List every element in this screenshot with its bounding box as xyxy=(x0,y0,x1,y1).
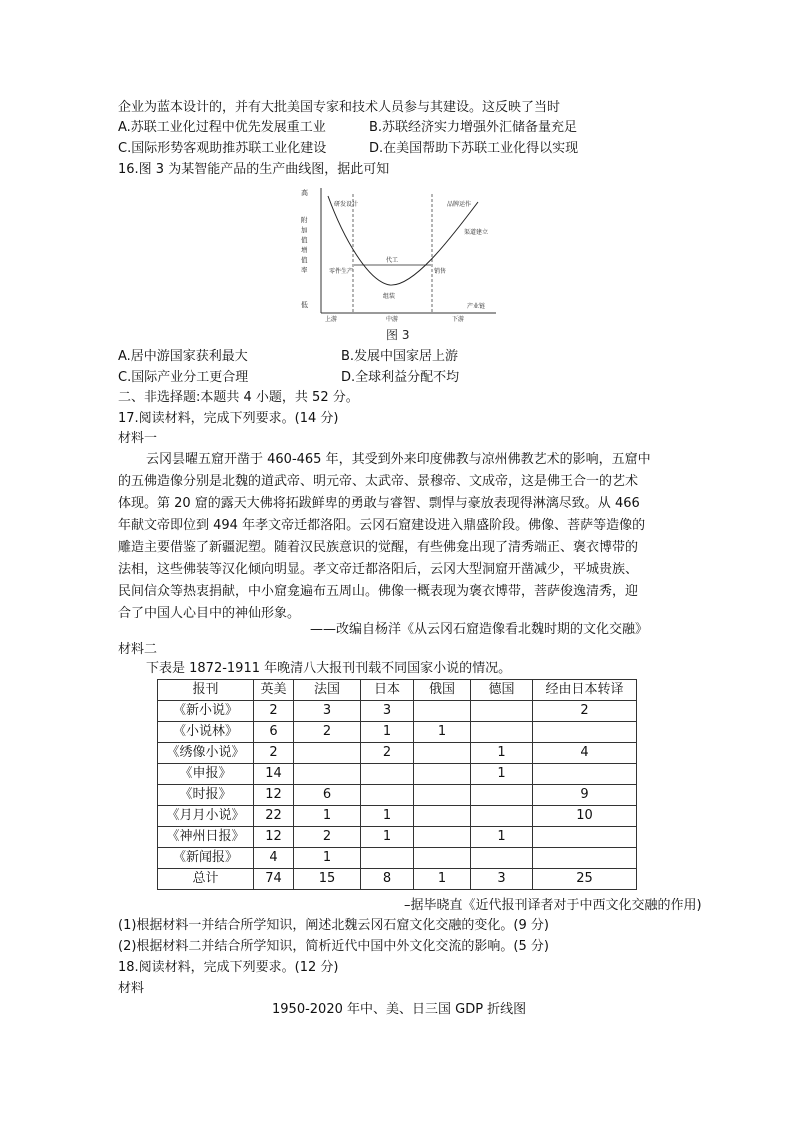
table-row xyxy=(158,785,637,806)
table-cell: 15 xyxy=(294,869,361,890)
q16-stem: 16.图 3 为某智能产品的生产曲线图，据此可知 xyxy=(118,162,390,177)
material-1-line: 的五佛造像分别是北魏的道武帝、明元帝、太武帝、景穆帝、文成帝，这是佛王合一的艺术 xyxy=(118,474,639,489)
table-row-label: 《小说林》 xyxy=(158,722,254,743)
table-row xyxy=(158,764,637,785)
table-row-label: 《时报》 xyxy=(158,785,254,806)
table-cell xyxy=(471,806,533,827)
table-cell xyxy=(533,722,637,743)
figure-caption: 图 3 xyxy=(386,328,410,342)
table-cell: 1 xyxy=(361,722,414,743)
table-cell: 22 xyxy=(254,806,294,827)
table-cell: 2 xyxy=(254,701,294,722)
y-low-label: 低 xyxy=(301,301,308,309)
q16-option-c: C.国际产业分工更合理 xyxy=(118,370,249,385)
q18-material-title: 材料 xyxy=(118,981,145,996)
material-2-title: 材料二 xyxy=(118,642,158,657)
table-row-label: 《新闻报》 xyxy=(158,848,254,869)
table-cell xyxy=(533,827,637,848)
table-cell: 4 xyxy=(254,848,294,869)
table-cell: 1 xyxy=(361,827,414,848)
q16-option-b: B.发展中国家居上游 xyxy=(341,349,459,364)
y-high-label: 高 xyxy=(301,189,308,197)
q15-option-d: D.在美国帮助下苏联工业化得以实现 xyxy=(369,141,579,156)
label-channel: 渠道建立 xyxy=(464,229,489,236)
table-header-cell: 日本 xyxy=(361,680,414,701)
q15-option-c: C.国际形势客观助推苏联工业化建设 xyxy=(118,141,327,156)
table-row xyxy=(158,827,637,848)
q18-stem: 18.阅读材料，完成下列要求。(12 分) xyxy=(118,960,339,975)
table-cell: 1 xyxy=(414,722,471,743)
table-cell xyxy=(471,848,533,869)
table-cell xyxy=(414,806,471,827)
table-header-cell: 英美 xyxy=(254,680,294,701)
table-cell: 6 xyxy=(294,785,361,806)
table-cell xyxy=(471,785,533,806)
table-row xyxy=(158,743,637,764)
material-1-source: ——改编自杨洋《从云冈石窟造像看北魏时期的文化交融》 xyxy=(310,622,649,637)
table-cell xyxy=(361,764,414,785)
q15-stem-tail: 企业为蓝本设计的，并有大批美国专家和技术人员参与其建设。这反映了当时 xyxy=(118,100,561,115)
table-cell: 25 xyxy=(533,869,637,890)
table-row xyxy=(158,869,637,890)
table-cell: 1 xyxy=(471,764,533,785)
table-cell: 3 xyxy=(294,701,361,722)
table-header-cell: 法国 xyxy=(294,680,361,701)
table-cell xyxy=(533,848,637,869)
label-assembly: 组装 xyxy=(383,293,396,300)
section-heading: 二、非选择题:本题共 4 小题，共 52 分。 xyxy=(118,390,359,405)
q15-option-b: B.苏联经济实力增强外汇储备量充足 xyxy=(369,120,578,135)
x-tick-upstream: 上游 xyxy=(325,316,338,323)
table-cell xyxy=(294,743,361,764)
table-row-label: 《申报》 xyxy=(158,764,254,785)
label-sales: 销售 xyxy=(434,268,447,275)
table-cell: 2 xyxy=(294,722,361,743)
table-header-cell: 经由日本转译 xyxy=(533,680,637,701)
label-parts: 零件生产 xyxy=(329,268,354,275)
table-cell: 2 xyxy=(533,701,637,722)
label-brand: 品牌运作 xyxy=(447,201,472,208)
table-cell: 2 xyxy=(254,743,294,764)
table-cell: 2 xyxy=(361,743,414,764)
table-header-row xyxy=(158,680,637,701)
table-cell: 12 xyxy=(254,785,294,806)
table-cell xyxy=(414,743,471,764)
material-1-line: 云冈昙曜五窟开凿于 460-465 年，其受到外来印度佛教与凉州佛教艺术的影响，五窟中 xyxy=(146,452,651,467)
table-cell xyxy=(414,827,471,848)
novels-table xyxy=(157,679,637,890)
material-1-line: 民间信众等热衷捐献，中小窟龛遍布五周山。佛像一概表现为褒衣博带，菩萨俊逸清秀，迎 xyxy=(118,584,639,599)
q17-stem: 17.阅读材料，完成下列要求。(14 分) xyxy=(118,411,339,426)
table-cell: 3 xyxy=(361,701,414,722)
table-row-label: 《神州日报》 xyxy=(158,827,254,848)
table-cell xyxy=(414,785,471,806)
table-cell: 1 xyxy=(414,869,471,890)
table-header-cell: 报刊 xyxy=(158,680,254,701)
table-cell: 3 xyxy=(471,869,533,890)
y-axis-char: 值 xyxy=(301,256,308,264)
material-1-line: 年献文帝即位到 494 年孝文帝迁都洛阳。云冈石窟建设进入鼎盛阶段。佛像、菩萨等造像的 xyxy=(118,518,646,533)
table-cell: 6 xyxy=(254,722,294,743)
table-row xyxy=(158,722,637,743)
table-cell xyxy=(533,764,637,785)
table-cell: 1 xyxy=(361,806,414,827)
x-tick-downstream: 下游 xyxy=(452,316,465,323)
q15-option-a: A.苏联工业化过程中优先发展重工业 xyxy=(118,120,326,135)
table-cell xyxy=(361,785,414,806)
table-cell: 1 xyxy=(471,827,533,848)
material-1-line: 合了中国人心目中的神仙形象。 xyxy=(118,606,301,621)
production-curve-figure xyxy=(298,182,498,344)
table-cell xyxy=(414,848,471,869)
table-row-label: 《绣像小说》 xyxy=(158,743,254,764)
table-cell: 8 xyxy=(361,869,414,890)
y-axis-char: 增 xyxy=(301,246,308,254)
table-cell xyxy=(294,764,361,785)
material-1-line: 体现。第 20 窟的露天大佛将拓跋鲜卑的勇敢与睿智、剽悍与豪放表现得淋漓尽致。从 466 xyxy=(118,496,640,511)
table-row xyxy=(158,701,637,722)
table-cell: 2 xyxy=(294,827,361,848)
table-cell xyxy=(471,722,533,743)
table-cell xyxy=(414,701,471,722)
table-row xyxy=(158,848,637,869)
material-2-source: –据毕晓直《近代报刊译者对于中西文化交融的作用) xyxy=(404,898,702,913)
y-axis-char: 加 xyxy=(301,226,308,234)
y-axis-char: 值 xyxy=(301,236,308,244)
q17-question-1: (1)根据材料一并结合所学知识，阐述北魏云冈石窟文化交融的变化。(9 分) xyxy=(118,918,549,933)
x-axis-label: 产业链 xyxy=(467,303,486,310)
q18-chart-title: 1950-2020 年中、美、日三国 GDP 折线图 xyxy=(272,1002,527,1017)
q17-question-2: (2)根据材料二并结合所学知识，简析近代中国中外文化交流的影响。(5 分) xyxy=(118,939,549,954)
material-2-intro: 下表是 1872-1911 年晚清八大报刊刊载不同国家小说的情况。 xyxy=(146,661,512,676)
table-cell xyxy=(414,764,471,785)
material-1-line: 法相，这些佛装等汉化倾向明显。孝文帝迁都洛阳后，云冈大型洞窟开凿减少，平城贵族、 xyxy=(118,562,639,577)
table-cell: 1 xyxy=(294,806,361,827)
table-cell: 9 xyxy=(533,785,637,806)
y-axis-char: 率 xyxy=(301,266,308,274)
table-cell: 1 xyxy=(294,848,361,869)
q16-option-d: D.全球利益分配不均 xyxy=(341,370,460,385)
label-rd: 研发设计 xyxy=(334,201,359,208)
table-cell: 4 xyxy=(533,743,637,764)
table-cell: 1 xyxy=(471,743,533,764)
table-row xyxy=(158,806,637,827)
table-row-label: 《月月小说》 xyxy=(158,806,254,827)
table-row-label: 总计 xyxy=(158,869,254,890)
y-axis-char: 附 xyxy=(301,216,308,224)
table-header-cell: 德国 xyxy=(471,680,533,701)
x-tick-midstream: 中游 xyxy=(386,316,399,323)
material-1-line: 雕造主要借鉴了新疆泥塑。随着汉民族意识的觉醒，有些佛龛出现了清秀端正、褒衣博带的 xyxy=(118,540,639,555)
table-cell xyxy=(361,848,414,869)
table-row-label: 《新小说》 xyxy=(158,701,254,722)
table-cell: 74 xyxy=(254,869,294,890)
q16-option-a: A.居中游国家获利最大 xyxy=(118,349,248,364)
table-cell xyxy=(471,701,533,722)
table-cell: 14 xyxy=(254,764,294,785)
material-1-title: 材料一 xyxy=(118,431,158,446)
table-header-cell: 俄国 xyxy=(414,680,471,701)
table-cell: 10 xyxy=(533,806,637,827)
table-cell: 12 xyxy=(254,827,294,848)
label-oem: 代工 xyxy=(386,257,399,264)
